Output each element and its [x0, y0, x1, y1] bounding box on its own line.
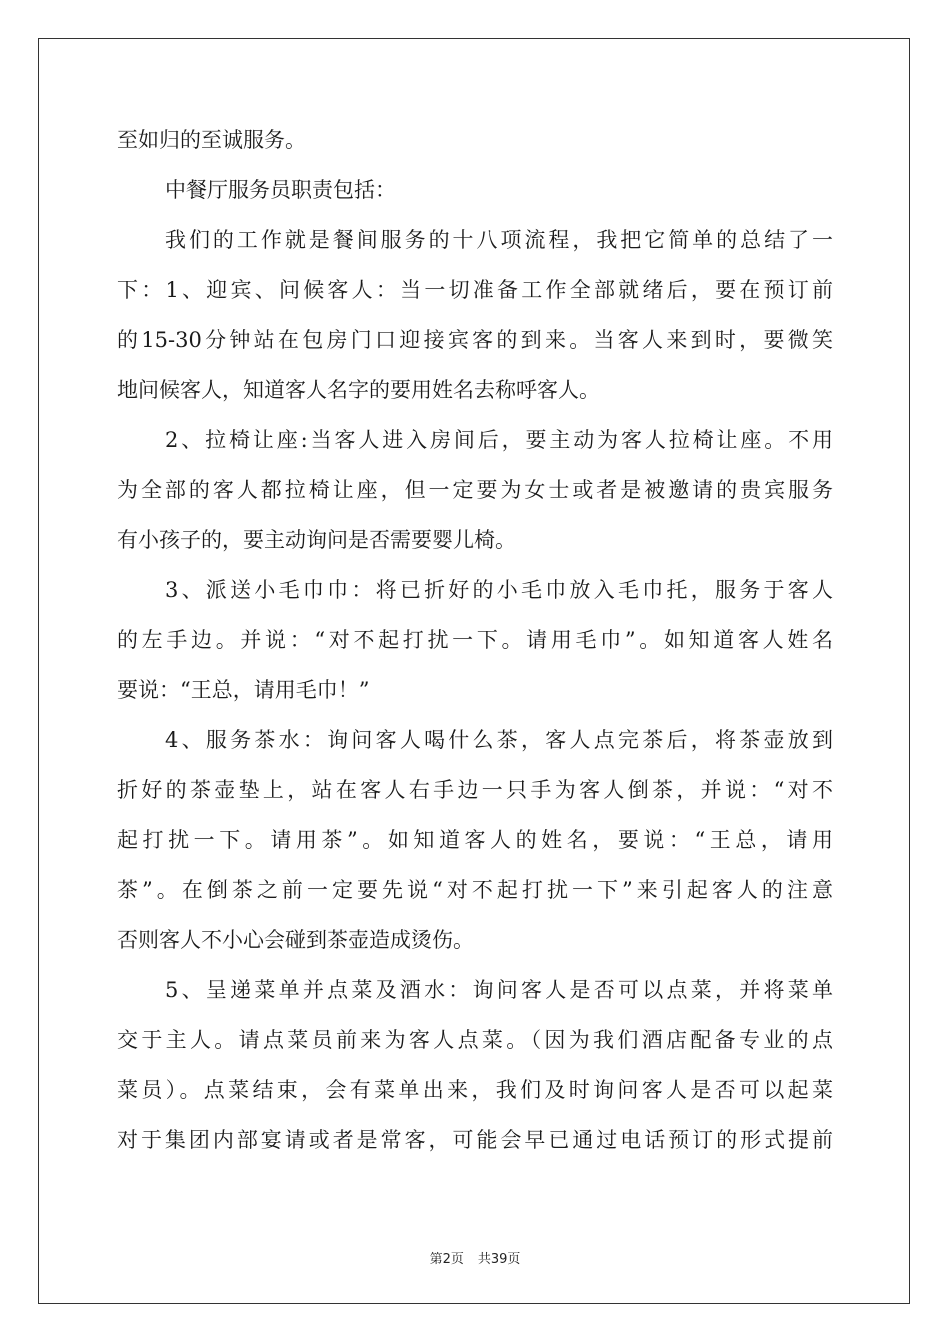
text-line: 起打扰一下。请用茶”。如知道客人的姓名，要说：“王总，请用: [117, 828, 833, 852]
text-line: 的15-30分钟站在包房门口迎接宾客的到来。当客人来到时，要微笑: [117, 328, 833, 352]
text-line: 下：1、迎宾、问候客人：当一切准备工作全部就绪后，要在预订前: [117, 278, 833, 302]
text-line: 4、服务茶水：询问客人喝什么茶，客人点完茶后，将茶壶放到: [165, 728, 833, 752]
text-line: 我们的工作就是餐间服务的十八项流程，我把它简单的总结了一: [165, 228, 833, 252]
section-heading: 中餐厅服务员职责包括：: [165, 178, 396, 202]
text-line: 3、派送小毛巾巾：将已折好的小毛巾放入毛巾托，服务于客人: [165, 578, 833, 602]
text-line: 的左手边。并说：“对不起打扰一下。请用毛巾”。如知道客人姓名: [117, 628, 833, 652]
page-footer: [0, 1248, 950, 1267]
total-pages-label: 共39页: [477, 1252, 521, 1267]
text-line: 茶”。在倒茶之前一定要先说“对不起打扰一下”来引起客人的注意: [117, 878, 833, 902]
text-line: 要说：“王总，请用毛巾！”: [117, 678, 370, 702]
text-line: 交于主人。请点菜员前来为客人点菜。（因为我们酒店配备专业的点: [117, 1028, 833, 1052]
text-line: 地问候客人，知道客人名字的要用姓名去称呼客人。: [117, 378, 600, 402]
text-line: 折好的茶壶垫上，站在客人右手边一只手为客人倒茶，并说：“对不: [117, 778, 833, 802]
text-line: 5、呈递菜单并点菜及酒水：询问客人是否可以点菜，并将菜单: [165, 978, 833, 1002]
text-line: 对于集团内部宴请或者是常客，可能会早已通过电话预订的形式提前: [117, 1128, 833, 1152]
text-line: 菜员）。点菜结束，会有菜单出来，我们及时询问客人是否可以起菜: [117, 1078, 833, 1102]
text-line: 为全部的客人都拉椅让座，但一定要为女士或者是被邀请的贵宾服务: [117, 478, 833, 502]
current-page-label: 第2页: [429, 1252, 464, 1267]
text-line: 2、拉椅让座:当客人进入房间后，要主动为客人拉椅让座。不用: [165, 428, 833, 452]
text-line: 有小孩子的，要主动询问是否需要婴儿椅。: [117, 528, 516, 552]
text-line: 至如归的至诚服务。: [117, 128, 306, 152]
text-line: 否则客人不小心会碰到茶壶造成烫伤。: [117, 928, 474, 952]
